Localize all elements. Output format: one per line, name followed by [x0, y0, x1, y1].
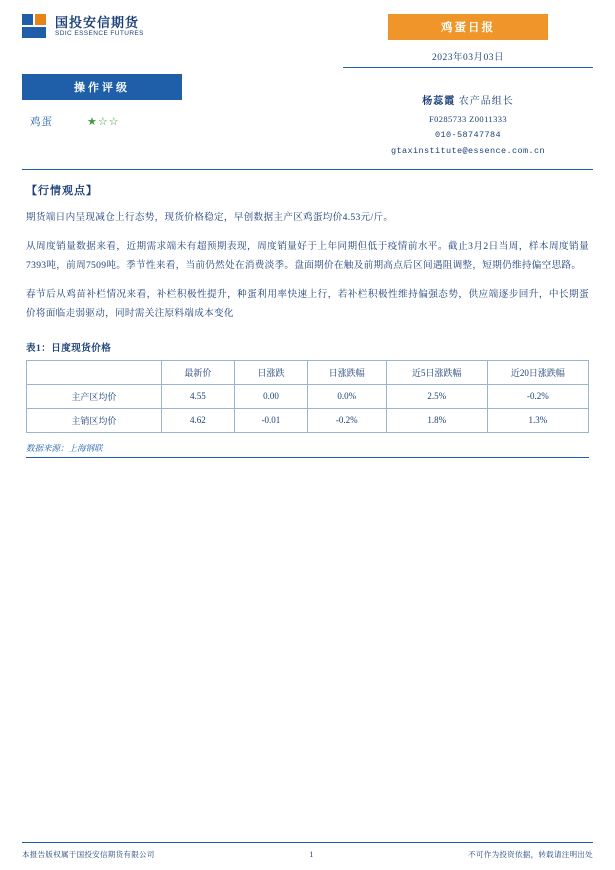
- analyst-name: 杨蕊霞: [422, 96, 456, 107]
- report-header-right: [343, 14, 593, 68]
- rating-left: [22, 74, 272, 129]
- table-cell-0-5: -0.2%: [487, 384, 588, 408]
- company-logo: [22, 14, 144, 40]
- analyst-info: [343, 74, 593, 159]
- table-source-note: 数据来源：上海钢联: [26, 442, 589, 458]
- footer-disclaimer: 不可作为投资依据，转载请注明出处: [468, 850, 593, 859]
- table-cell-1-5: 1.3%: [487, 408, 588, 432]
- rating-stars-icon: ★☆☆: [87, 116, 120, 128]
- report-title: 鸡蛋日报: [388, 14, 548, 40]
- table-row: [27, 408, 589, 432]
- price-table: [26, 360, 589, 433]
- table-cell-0-1: 4.55: [161, 384, 234, 408]
- paragraph-1: 期货端日内呈现减仓上行态势，现货价格稳定，早创数据主产区鸡蛋均价4.53元/斤。: [26, 212, 394, 224]
- table-row: [27, 384, 589, 408]
- table-cell-0-2: 0.00: [234, 384, 307, 408]
- table-cell-1-2: -0.01: [234, 408, 307, 432]
- table-col-header-3: 日涨跌幅: [307, 360, 386, 384]
- report-date: 2023年03月03日: [343, 49, 593, 68]
- report-body: [0, 170, 615, 323]
- table-header-row: [27, 360, 589, 384]
- footer-divider: [22, 842, 593, 843]
- brand-name-en: SDIC ESSENCE FUTURES: [55, 29, 144, 37]
- rating-banner: 操作评级: [22, 74, 182, 100]
- analyst-title: 农产品组长: [458, 96, 514, 107]
- analyst-email[interactable]: gtaxinstitute@essence.com.cn: [390, 146, 546, 157]
- table-cell-1-0: 主销区均价: [27, 408, 162, 432]
- table-cell-1-1: 4.62: [161, 408, 234, 432]
- table-col-header-5: 近20日涨跌幅: [487, 360, 588, 384]
- logo-mark-icon: [22, 14, 48, 40]
- page-number: 1: [309, 850, 314, 859]
- table-col-header-1: 最新价: [161, 360, 234, 384]
- paragraph-2: 从周度销量数据来看，近期需求端未有超预期表现，周度销量好于上年同期但低于疫情前水平。截止3月2日当周，样本周度销量7393吨，前周7509吨。季节性来看，当前仍然处在消费淡季。盘面期价在触及前期高点后区间遇阻调整，短期仍维持偏空思路。: [26, 241, 589, 272]
- table-caption: 表1：日度现货价格: [26, 343, 112, 354]
- analyst-name-row: [343, 92, 593, 111]
- page-footer: [0, 842, 615, 870]
- price-table-section: [0, 340, 615, 458]
- table-cell-1-4: 1.8%: [386, 408, 487, 432]
- section-title: 【行情观点】: [26, 185, 98, 198]
- analyst-license-codes: F0285733 Z0011333: [428, 114, 508, 124]
- table-cell-1-3: -0.2%: [307, 408, 386, 432]
- table-cell-0-0: 主产区均价: [27, 384, 162, 408]
- rating-product-label: 鸡蛋: [30, 117, 53, 128]
- footer-copyright: 本报告版权属于国投安信期货有限公司: [22, 850, 155, 859]
- brand-text: [55, 16, 144, 37]
- table-col-header-0: [27, 360, 162, 384]
- analyst-phone: 010-58747784: [434, 130, 501, 141]
- table-cell-0-3: 0.0%: [307, 384, 386, 408]
- brand-name-cn: 国投安信期货: [55, 15, 140, 31]
- table-col-header-2: 日涨跌: [234, 360, 307, 384]
- rating-row: [0, 68, 615, 159]
- table-col-header-4: 近5日涨跌幅: [386, 360, 487, 384]
- table-cell-0-4: 2.5%: [386, 384, 487, 408]
- page-header: [0, 0, 615, 68]
- paragraph-3: 春节后从鸡苗补栏情况来看，补栏积极性提升，种蛋利用率快速上行，若补栏积极性维持偏强态势，供应端逐步回升，中长期蛋价将面临走弱驱动，同时需关注原料端成本变化: [26, 289, 589, 320]
- rating-item: [22, 114, 272, 129]
